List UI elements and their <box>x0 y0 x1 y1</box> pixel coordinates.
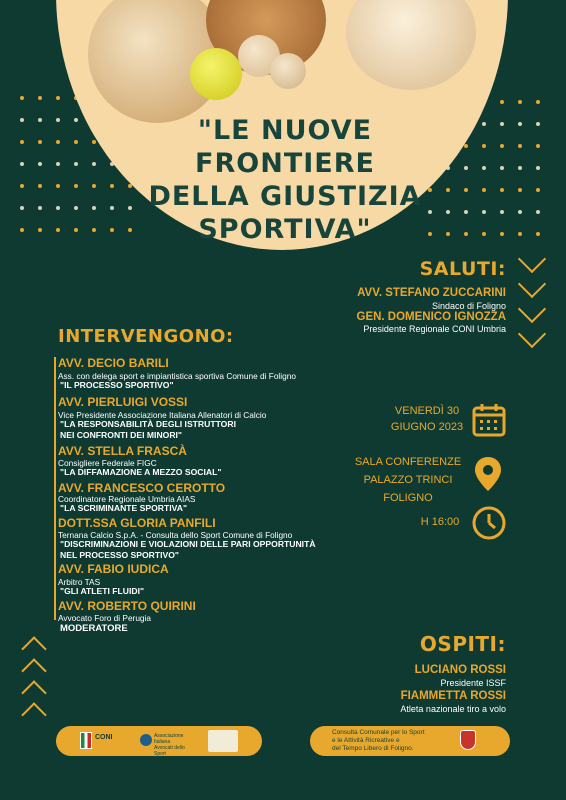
speaker-topic: "IL PROCESSO SPORTIVO" <box>60 380 174 390</box>
aias-line: Avvocati dello Sport <box>154 745 185 757</box>
location-pin-icon <box>473 456 503 492</box>
decorative-dot <box>518 100 522 104</box>
volleyball-ball <box>346 0 476 90</box>
decorative-dot <box>482 144 486 148</box>
speaker-role: Avvocato Foro di Perugia <box>58 613 152 623</box>
decorative-dot <box>464 188 468 192</box>
decorative-dot <box>92 228 96 232</box>
tennis-ball <box>190 48 242 100</box>
place-line: SALA CONFERENZE <box>354 456 462 468</box>
decorative-dot <box>536 144 540 148</box>
decorative-dot <box>56 162 60 166</box>
speaker-name: AVV. FABIO IUDICA <box>58 562 169 576</box>
decorative-dot <box>56 96 60 100</box>
decorative-dot <box>536 122 540 126</box>
divider-line <box>54 357 56 620</box>
decorative-dot <box>482 232 486 236</box>
consulta-line: del Tempo Libero di Foligno. <box>332 745 414 752</box>
decorative-dot <box>464 210 468 214</box>
comune-crest-icon <box>460 730 476 750</box>
ospite-name: FIAMMETTA ROSSI <box>400 690 506 702</box>
speaker-name: AVV. FRANCESCO CEROTTO <box>58 481 226 495</box>
decorative-dot <box>74 206 78 210</box>
speaker-role: Consigliere Federale FIGC <box>58 458 157 468</box>
decorative-dot <box>74 118 78 122</box>
decorative-dot <box>92 140 96 144</box>
coni-label: CONI <box>95 734 113 741</box>
decorative-dot <box>482 122 486 126</box>
decorative-dot <box>20 96 24 100</box>
decorative-dot <box>464 144 468 148</box>
decorative-dot <box>518 188 522 192</box>
decorative-dot <box>56 228 60 232</box>
decorative-dot <box>464 166 468 170</box>
decorative-dot <box>518 232 522 236</box>
saluti-role: Presidente Regionale CONI Umbria <box>363 324 506 334</box>
intervengono-heading: INTERVENGONO: <box>58 326 234 347</box>
event-date <box>372 403 482 435</box>
event-time: H 16:00 <box>420 516 460 528</box>
aias-line: Italiana <box>154 739 171 745</box>
date-line: VENERDÌ 30 <box>394 405 460 417</box>
decorative-dot <box>38 96 42 100</box>
aias-logo <box>140 732 198 757</box>
date-line: GIUGNO 2023 <box>390 421 464 433</box>
calendar-icon <box>471 402 507 438</box>
decorative-dot <box>536 100 540 104</box>
consulta-line: Consulta Comunale per lo Sport <box>332 729 425 736</box>
decorative-dot <box>20 140 24 144</box>
decorative-dot <box>38 206 42 210</box>
ospite-role: Presidente ISSF <box>440 678 506 688</box>
speaker-topic: "GLI ATLETI FLUIDI" <box>60 586 145 596</box>
saluti-role: Sindaco di Foligno <box>431 301 506 311</box>
partner-logo <box>208 730 238 752</box>
small-ball-2 <box>270 53 306 89</box>
decorative-dot <box>110 228 114 232</box>
speaker-role: Ass. con delega sport e impiantistica sportiva Comune di Foligno <box>58 371 296 381</box>
decorative-dot <box>518 166 522 170</box>
decorative-dot <box>92 184 96 188</box>
decorative-dot <box>38 162 42 166</box>
ospite-name: LUCIANO ROSSI <box>414 664 506 676</box>
speaker-topic: NEI CONFRONTI DEI MINORI" <box>60 430 182 440</box>
decorative-dot <box>20 118 24 122</box>
decorative-dot <box>56 184 60 188</box>
speaker-name: DOTT.SSA GLORIA PANFILI <box>58 516 216 530</box>
decorative-dot <box>56 118 60 122</box>
decorative-dot <box>20 206 24 210</box>
decorative-dot <box>500 188 504 192</box>
decorative-dot <box>74 228 78 232</box>
decorative-dot <box>38 228 42 232</box>
speaker-name: AVV. ROBERTO QUIRINI <box>58 599 196 613</box>
speaker-role: Vice Presidente Associazione Italiana Allenatori di Calcio <box>58 410 267 420</box>
saluti-heading: SALUTI: <box>419 258 506 280</box>
ospiti-heading: OSPITI: <box>419 632 506 656</box>
decorative-dot <box>500 144 504 148</box>
decorative-dot <box>536 188 540 192</box>
decorative-dot <box>110 206 114 210</box>
speaker-topic: MODERATORE <box>60 623 128 634</box>
decorative-dot <box>20 228 24 232</box>
decorative-dot <box>536 232 540 236</box>
event-place <box>342 453 474 507</box>
speaker-name: AVV. STELLA FRASCÀ <box>58 444 187 458</box>
place-line: FOLIGNO <box>383 492 433 504</box>
decorative-dot <box>74 162 78 166</box>
decorative-dot <box>92 162 96 166</box>
speaker-name: AVV. DECIO BARILI <box>58 356 169 370</box>
event-title <box>120 114 450 246</box>
ospite-role: Atleta nazionale tiro a volo <box>400 704 506 714</box>
decorative-dot <box>500 210 504 214</box>
speaker-role: Arbitro TAS <box>58 577 101 587</box>
title-line: DELLA GIUSTIZIA <box>148 181 422 212</box>
decorative-dot <box>38 118 42 122</box>
speaker-role: Ternana Calcio S.p.A. - Consulta dello Sport Comune di Foligno <box>58 530 293 540</box>
decorative-dot <box>110 184 114 188</box>
decorative-dot <box>482 210 486 214</box>
decorative-dot <box>518 122 522 126</box>
decorative-dot <box>518 144 522 148</box>
decorative-dot <box>500 232 504 236</box>
decorative-dot <box>536 166 540 170</box>
speaker-name: AVV. PIERLUIGI VOSSI <box>58 395 188 409</box>
decorative-dot <box>74 140 78 144</box>
decorative-dot <box>92 206 96 210</box>
chevron-down-icon <box>518 320 546 348</box>
saluti-name: GEN. DOMENICO IGNOZZA <box>356 311 506 323</box>
aias-line: Associazione <box>154 733 184 739</box>
speaker-topic: "LA SCRIMINANTE SPORTIVA" <box>60 503 188 513</box>
coni-shield <box>80 732 92 749</box>
speaker-topic: NEL PROCESSO SPORTIVO" <box>60 550 179 560</box>
chevron-up-icon <box>21 702 46 727</box>
decorative-dot <box>536 210 540 214</box>
decorative-dot <box>500 122 504 126</box>
aias-mark <box>140 734 152 746</box>
decorative-dot <box>500 166 504 170</box>
speaker-topic: "LA DIFFAMAZIONE A MEZZO SOCIAL" <box>60 467 222 477</box>
speaker-role: Coordinatore Regionale Umbria AIAS <box>58 494 196 504</box>
decorative-dot <box>74 184 78 188</box>
decorative-dot <box>464 232 468 236</box>
speaker-topic: "DISCRIMINAZIONI E VIOLAZIONI DELLE PARI OPPORTUNITÀ <box>60 539 316 549</box>
title-line: "LE NUOVE FRONTIERE <box>195 115 375 179</box>
decorative-dot <box>482 188 486 192</box>
decorative-dot <box>20 162 24 166</box>
decorative-dot <box>482 166 486 170</box>
title-line: SPORTIVA" <box>198 214 372 245</box>
sponsor-bar-right <box>310 726 510 756</box>
place-line: PALAZZO TRINCI <box>363 474 453 486</box>
coni-logo <box>80 731 120 751</box>
speaker-topic: "LA RESPONSABILITÀ DEGLI ISTRUTTORI <box>60 419 236 429</box>
decorative-dot <box>38 184 42 188</box>
decorative-dot <box>56 206 60 210</box>
saluti-name: AVV. STEFANO ZUCCARINI <box>357 287 506 299</box>
sponsor-bar-left <box>56 726 262 756</box>
consulta-line: e le Attività Ricreative e <box>332 737 400 744</box>
decorative-dot <box>518 210 522 214</box>
decorative-dot <box>56 140 60 144</box>
decorative-dot <box>500 100 504 104</box>
clock-icon <box>471 505 507 541</box>
decorative-dot <box>20 184 24 188</box>
decorative-dot <box>38 140 42 144</box>
